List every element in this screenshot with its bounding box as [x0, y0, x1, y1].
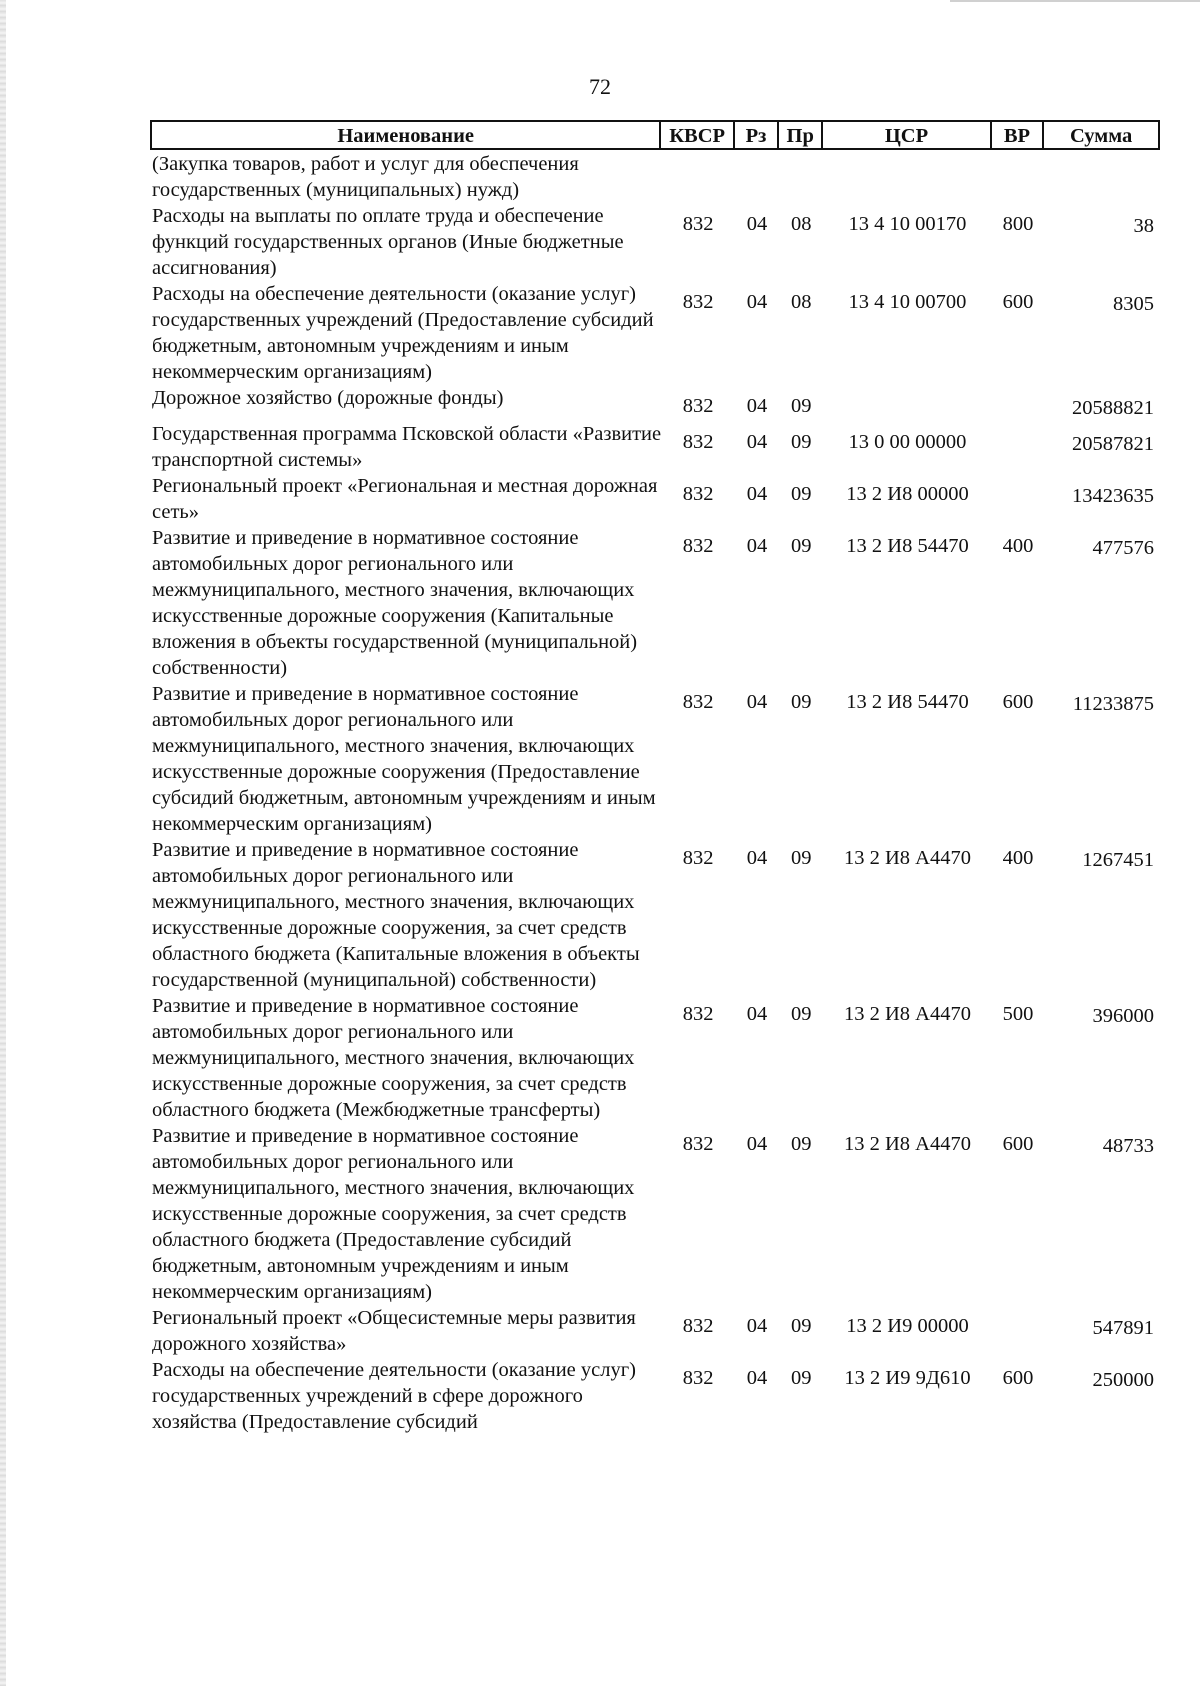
row-vr — [992, 473, 1045, 525]
header-rz: Рз — [735, 120, 779, 150]
row-name: Расходы на обеспечение деятельности (оказание услуг) государственных учреждений (Предоставление субсидий бюджетным, автономным учреждениям и иным некоммерческим организациям) — [152, 283, 654, 383]
row-rz: 04 — [746, 291, 768, 313]
table-row — [150, 473, 1160, 525]
row-name: Развитие и приведение в нормативное состояние автомобильных дорог регионального или межмуниципального, местного значения, включающих искусственные дорожные сооружения (Капитальные вложения в объекты государственной (муниципальной) собственности) — [152, 527, 638, 679]
row-pr: 09 — [790, 1003, 812, 1025]
row-rz: 04 — [746, 483, 768, 505]
row-sum: 13423635 — [1072, 485, 1154, 507]
row-pr: 09 — [790, 1367, 812, 1389]
row-name: Региональный проект «Региональная и местная дорожная сеть» — [152, 475, 658, 523]
header-csr: ЦСР — [823, 120, 991, 150]
row-csr — [823, 385, 991, 421]
table-row — [150, 993, 1160, 1123]
row-name: Расходы на обеспечение деятельности (оказание услуг) государственных учреждений в сфере дорожного хозяйства (Предоставление субсидий — [152, 1359, 636, 1433]
row-sum: 20587821 — [1072, 433, 1154, 455]
row-name: Расходы на выплаты по оплате труда и обеспечение функций государственных органов (Иные бюджетные ассигнования) — [152, 205, 624, 279]
row-pr: 08 — [790, 213, 812, 235]
row-sum: 547891 — [1092, 1317, 1154, 1339]
header-vr: ВР — [992, 120, 1045, 150]
scan-edge — [0, 0, 6, 1686]
row-csr: 13 0 00 00000 — [848, 431, 967, 453]
row-name: Региональный проект «Общесистемные меры развития дорожного хозяйства» — [152, 1307, 636, 1355]
table-row — [150, 1305, 1160, 1357]
row-vr: 400 — [1002, 847, 1034, 869]
row-sum: 20588821 — [1072, 397, 1154, 419]
row-rz: 04 — [746, 1003, 768, 1025]
row-sum: 1267451 — [1082, 849, 1154, 871]
row-vr: 800 — [1002, 213, 1034, 235]
row-kvsr: 832 — [682, 535, 714, 557]
row-pr: 09 — [790, 431, 812, 453]
row-vr: 500 — [1002, 1003, 1034, 1025]
row-kvsr: 832 — [682, 847, 714, 869]
row-pr: 09 — [790, 395, 812, 417]
row-csr: 13 4 10 00170 — [848, 213, 967, 235]
header-kvsr: КВСР — [661, 120, 735, 150]
row-name: (Закупка товаров, работ и услуг для обеспечения государственных (муниципальных) нужд) — [152, 153, 579, 201]
header-pr: Пр — [779, 120, 823, 150]
row-csr: 13 2 И8 А4470 — [844, 1133, 971, 1155]
row-pr: 09 — [790, 535, 812, 557]
table-header-row — [150, 120, 1160, 150]
row-name: Дорожное хозяйство (дорожные фонды) — [152, 387, 504, 409]
row-vr: 600 — [1002, 691, 1034, 713]
row-csr — [823, 150, 991, 203]
row-pr: 09 — [790, 691, 812, 713]
row-csr: 13 2 И8 А4470 — [844, 1003, 971, 1025]
row-csr: 13 2 И8 А4470 — [844, 847, 971, 869]
row-sum: 11233875 — [1072, 693, 1154, 715]
row-name: Развитие и приведение в нормативное состояние автомобильных дорог регионального или межмуниципального, местного значения, включающих искусственные дорожные сооружения, за счет средств областного бюджета (Капитальные вложения в объекты государственной (муниципальной) собственности) — [152, 839, 640, 991]
row-csr: 13 2 И8 00000 — [846, 483, 969, 505]
table-row — [150, 837, 1160, 993]
row-rz — [735, 150, 779, 203]
row-kvsr: 832 — [682, 691, 714, 713]
row-name: Развитие и приведение в нормативное состояние автомобильных дорог регионального или межмуниципального, местного значения, включающих искусственные дорожные сооружения, за счет средств областного бюджета (Предоставление субсидий бюджетным, автономным учреждениям и иным некоммерческим организациям) — [152, 1125, 635, 1303]
page-number: 72 — [589, 74, 611, 99]
row-vr: 400 — [1002, 535, 1034, 557]
header-sum: Сумма — [1044, 120, 1160, 150]
row-kvsr: 832 — [682, 213, 714, 235]
row-csr: 13 2 И8 54470 — [846, 535, 969, 557]
row-rz: 04 — [746, 213, 768, 235]
row-vr: 600 — [1002, 291, 1034, 313]
row-pr: 08 — [790, 291, 812, 313]
table-row — [150, 421, 1160, 473]
row-vr: 600 — [1002, 1367, 1034, 1389]
row-csr: 13 4 10 00700 — [848, 291, 967, 313]
row-sum: 396000 — [1092, 1005, 1154, 1027]
row-rz: 04 — [746, 395, 768, 417]
scan-top-mark — [950, 0, 1200, 2]
row-kvsr: 832 — [682, 431, 714, 453]
row-kvsr: 832 — [682, 1315, 714, 1337]
table-row — [150, 681, 1160, 837]
row-rz: 04 — [746, 1367, 768, 1389]
row-kvsr: 832 — [682, 1003, 714, 1025]
row-csr: 13 2 И8 54470 — [846, 691, 969, 713]
row-sum: 250000 — [1092, 1369, 1154, 1391]
row-sum: 48733 — [1102, 1135, 1154, 1157]
row-name: Государственная программа Псковской области «Развитие транспортной системы» — [152, 423, 662, 471]
table-row — [150, 1123, 1160, 1305]
table-row — [150, 525, 1160, 681]
row-vr — [992, 421, 1045, 473]
row-csr: 13 2 И9 9Д610 — [844, 1367, 971, 1389]
budget-table-sheet — [150, 120, 1160, 1435]
table-row — [150, 385, 1160, 421]
row-rz: 04 — [746, 1315, 768, 1337]
row-rz: 04 — [746, 847, 768, 869]
row-kvsr — [661, 150, 735, 203]
row-vr — [992, 150, 1045, 203]
row-pr: 09 — [790, 483, 812, 505]
row-pr: 09 — [790, 1315, 812, 1337]
row-kvsr: 832 — [682, 1367, 714, 1389]
row-sum: 38 — [1133, 215, 1154, 237]
row-csr: 13 2 И9 00000 — [846, 1315, 969, 1337]
row-kvsr: 832 — [682, 1133, 714, 1155]
row-kvsr: 832 — [682, 395, 714, 417]
row-name: Развитие и приведение в нормативное состояние автомобильных дорог регионального или межмуниципального, местного значения, включающих искусственные дорожные сооружения, за счет средств областного бюджета (Межбюджетные трансферты) — [152, 995, 635, 1121]
table-row — [150, 150, 1160, 203]
row-pr — [779, 150, 823, 203]
header-name: Наименование — [150, 120, 661, 150]
row-pr: 09 — [790, 847, 812, 869]
row-sum — [1044, 150, 1160, 203]
row-vr: 600 — [1002, 1133, 1034, 1155]
row-kvsr: 832 — [682, 483, 714, 505]
row-vr — [992, 385, 1045, 421]
row-rz: 04 — [746, 535, 768, 557]
row-rz: 04 — [746, 1133, 768, 1155]
table-row — [150, 203, 1160, 281]
table-row — [150, 1357, 1160, 1435]
row-vr — [992, 1305, 1045, 1357]
row-rz: 04 — [746, 431, 768, 453]
row-kvsr: 832 — [682, 291, 714, 313]
row-pr: 09 — [790, 1133, 812, 1155]
row-sum: 477576 — [1092, 537, 1154, 559]
row-name: Развитие и приведение в нормативное состояние автомобильных дорог регионального или межмуниципального, местного значения, включающих искусственные дорожные сооружения (Предоставление субсидий бюджетным, автономным учреждениям и иным некоммерческим организациям) — [152, 683, 656, 835]
table-row — [150, 281, 1160, 385]
row-rz: 04 — [746, 691, 768, 713]
budget-table — [150, 120, 1160, 1435]
row-sum: 8305 — [1113, 293, 1154, 315]
